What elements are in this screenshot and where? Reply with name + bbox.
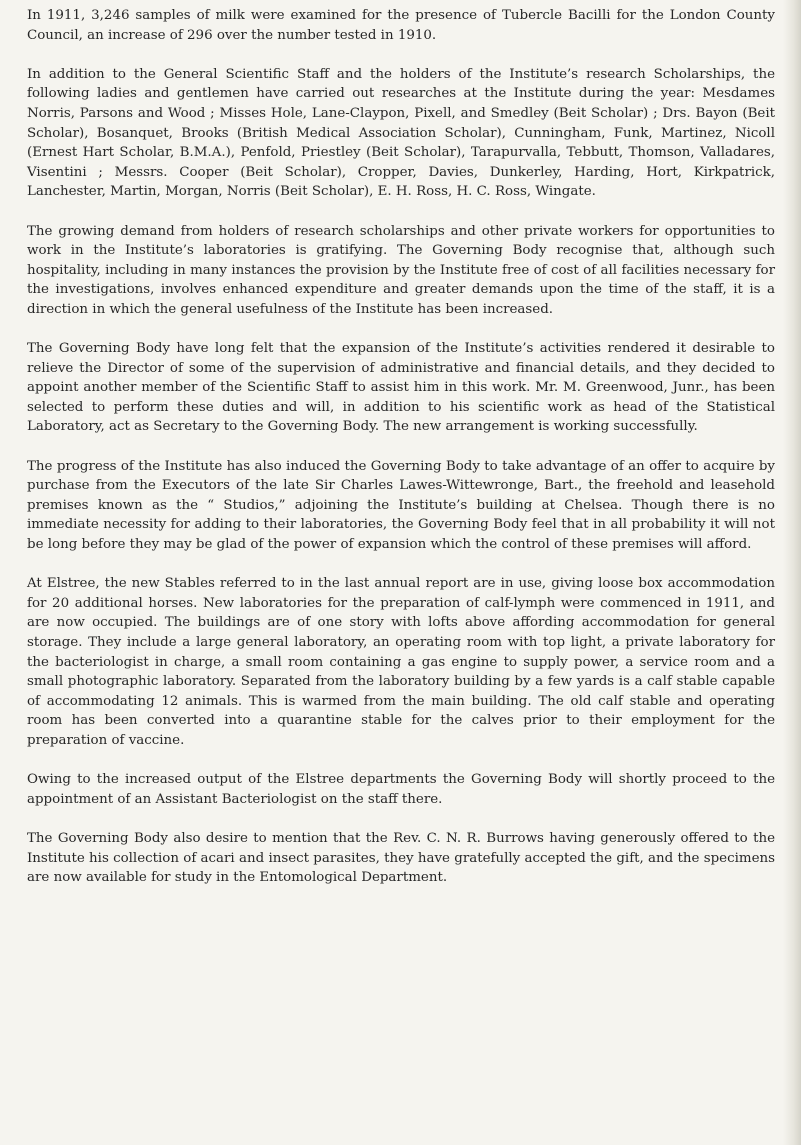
paragraph-milk-samples: In 1911, 3,246 samples of milk were examined for the presence of Tubercle Bacilli for the London County Council, an increase of 296 over the number tested in 1910. bbox=[27, 8, 775, 43]
page-edge-shadow bbox=[783, 0, 801, 1145]
paragraph-researchers: In addition to the General Scientific Staff and the holders of the Institute’s research Scholarships, the following ladies and gentlemen have carried out researches at the Institute during the year: Mesdames Norris, Parsons and Wood ; Misses Hole, Lane-Claypon, Pixell, and Smedley (Beit Scholar) ; Drs. Bayon (Beit Scholar), Bosanquet, Brooks (British Medical Association Scholar), Cunningham, Funk, Martinez, Nicoll (Ernest Hart Scholar, B.M.A.), Penfold, Priestley (Beit Scholar), Tarapurvalla, Tebbutt, Thomson, Valladares, Visentini ; Messrs. Cooper (Beit Scholar), Cropper, Davies, Dunkerley, Harding, Hort, Kirkpatrick, Lanchester, Martin, Morgan, Norris (Beit Scholar), E. H. Ross, H. C. Ross, Wingate. bbox=[27, 66, 775, 200]
paragraph-studios-premises: The progress of the Institute has also induced the Governing Body to take advantage of an offer to acquire by purchase from the Executors of the late Sir Charles Lawes-Wittewronge, Bart., the freehold and leasehold premises known as the “ Studios,” adjoining the Institute’s building at Chelsea. Though there is no immediate necessity for adding to their laboratories, the Governing Body feel that in all probability it will not be long before they may be glad of the power of expansion which the control of these premises will afford. bbox=[27, 458, 775, 553]
paragraph-research-demand: The growing demand from holders of research scholarships and other private workers for opportunities to work in the Institute’s laboratories is gratifying. The Governing Body recognise that, although such hospitality, including in many instances the provision by the Institute free of cost of all facilities necessary for the investigations, involves enhanced expenditure and greater demands upon the time of the staff, it is a direction in which the general usefulness of the Institute has been increased. bbox=[27, 223, 775, 317]
paragraph-assistant-bacteriologist: Owing to the increased output of the Elstree departments the Governing Body will shortly proceed to the appointment of an Assistant Bacteriologist on the staff there. bbox=[27, 772, 775, 807]
paragraph-administration: The Governing Body have long felt that the expansion of the Institute’s activities rendered it desirable to relieve the Director of some of the supervision of administrative and financial details, and they decided to appoint another member of the Scientific Staff to assist him in this work. Mr. M. Greenwood, Junr., has been selected to perform these duties and will, in addition to his scientific work as head of the Statistical Laboratory, act as Secretary to the Governing Body. The new arrangement is working successfully. bbox=[27, 341, 775, 435]
paragraph-elstree-stables: At Elstree, the new Stables referred to in the last annual report are in use, giving loose box accommodation for 20 additional horses. New laboratories for the preparation of calf-lymph were commenced in 1911, and are now occupied. The buildings are of one story with lofts above affording accommodation for general storage. They include a large general laboratory, an operating room with top light, a private laboratory for the bacteriologist in charge, a small room containing a gas engine to supply power, a service room and a small photographic laboratory. Separated from the laboratory building by a few yards is a calf stable capable of accommodating 12 animals. This is warmed from the main building. The old calf stable and operating room has been converted into a quarantine stable for the calves prior to their employment for the preparation of vaccine. bbox=[27, 576, 775, 748]
document-body bbox=[27, 6, 775, 888]
paragraph-entomological-gift: The Governing Body also desire to mention that the Rev. C. N. R. Burrows having generously offered to the Institute his collection of acari and insect parasites, they have gratefully accepted the gift, and the specimens are now available for study in the Entomological Department. bbox=[27, 830, 775, 886]
